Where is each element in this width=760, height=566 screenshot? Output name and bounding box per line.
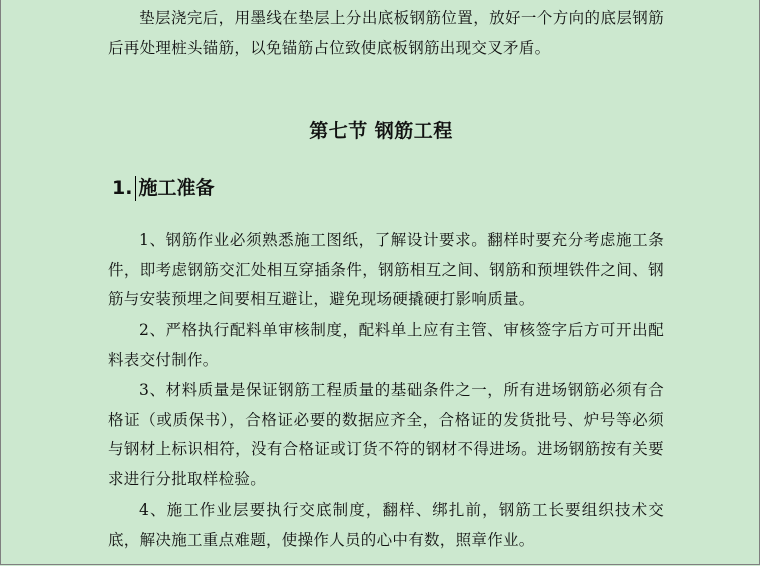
text-cursor — [135, 176, 136, 201]
list-item-text: 4、施工作业层要执行交底制度，翻样、绑扎前，钢筋工长要组织技术交底，解决施工重点难题，使操作人员的心中有数，照章作业。 — [108, 501, 664, 549]
list-item-text: 3、材料质量是保证钢筋工程质量的基础条件之一，所有进场钢筋必须有合格证（或质保书），合格证必要的数据应齐全，合格证的发货批号、炉号等必须与钢材上标识相符，没有合格证或订货不符的钢材不得进场。进场钢筋按有关要求进行分批取样检验。 — [108, 381, 664, 488]
heading-number: 1. — [112, 177, 133, 199]
list-item-text: 1、钢筋作业必须熟悉施工图纸，了解设计要求。翻样时要充分考虑施工条件，即考虑钢筋交汇处相互穿插条件，钢筋相互之间、钢筋和预埋铁件之间、钢筋与安装预埋之间要相互避让，避免现场硬撬硬打影响质量。 — [108, 231, 664, 308]
subheading — [112, 173, 214, 200]
list-item-4 — [108, 496, 664, 555]
list-item-3 — [108, 376, 664, 494]
intro-text: 垫层浇完后，用墨线在垫层上分出底板钢筋位置，放好一个方向的底层钢筋后再处理桩头锚筋，以免锚筋占位致使底板钢筋出现交叉矛盾。 — [108, 9, 664, 57]
intro-paragraph — [108, 4, 664, 63]
list-item-text: 2、严格执行配料单审核制度，配料单上应有主管、审核签字后方可开出配料表交付制作。 — [108, 321, 664, 369]
heading-text: 施工准备 — [138, 177, 215, 199]
list-item-2 — [108, 316, 664, 375]
list-item-1 — [108, 226, 664, 315]
section-title: 第七节 钢筋工程 — [309, 120, 453, 142]
